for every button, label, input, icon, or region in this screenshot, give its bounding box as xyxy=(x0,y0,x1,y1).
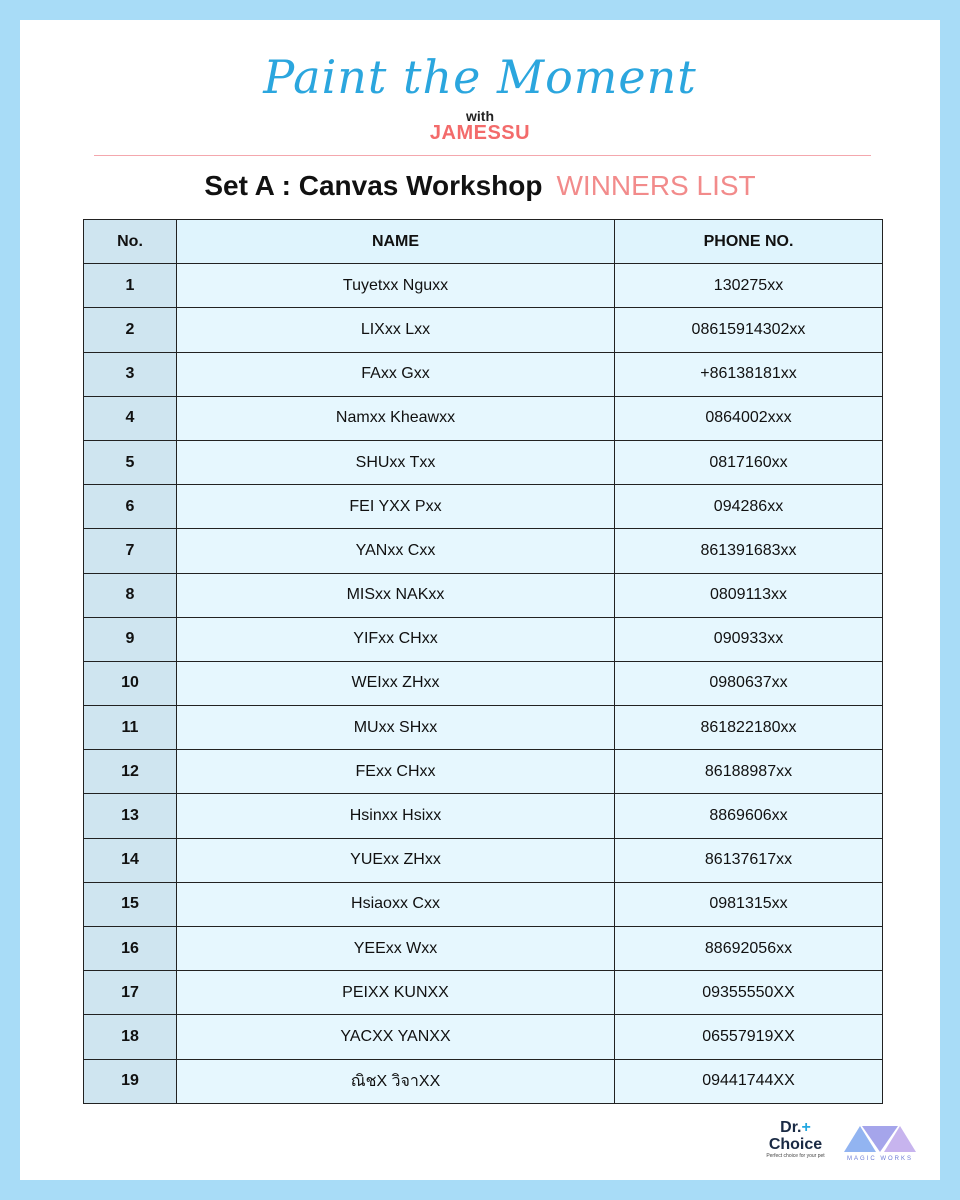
row-number: 6 xyxy=(84,485,177,529)
table-row xyxy=(84,706,883,750)
winners-label: WINNERS LIST xyxy=(556,170,756,201)
table-row xyxy=(84,308,883,352)
winner-name: Hsinxx Hsixx xyxy=(177,794,615,838)
row-number: 9 xyxy=(84,617,177,661)
winner-name: FEI YXX Pxx xyxy=(177,485,615,529)
phone-number: 8869606xx xyxy=(615,794,883,838)
drchoice-tagline: Perfect choice for your pet xyxy=(766,1153,825,1159)
table-row xyxy=(84,750,883,794)
row-number: 3 xyxy=(84,352,177,396)
with-label: with xyxy=(466,108,494,124)
page-title xyxy=(20,170,940,202)
table-body xyxy=(84,264,883,1104)
phone-number: 130275xx xyxy=(615,264,883,308)
winner-name: MISxx NAKxx xyxy=(177,573,615,617)
magic-works-text: MAGIC WORKS xyxy=(846,1156,913,1162)
winner-name: Hsiaoxx Cxx xyxy=(177,882,615,926)
phone-number: 88692056xx xyxy=(615,927,883,971)
row-number: 12 xyxy=(84,750,177,794)
drchoice-name-text: Choice xyxy=(768,1136,823,1153)
row-number: 16 xyxy=(84,927,177,971)
row-number: 18 xyxy=(84,1015,177,1059)
phone-number: 861391683xx xyxy=(615,529,883,573)
table-row xyxy=(84,485,883,529)
phone-number: 0817160xx xyxy=(615,440,883,484)
table-row xyxy=(84,264,883,308)
phone-number: 06557919XX xyxy=(615,1015,883,1059)
table-row xyxy=(84,794,883,838)
phone-number: +86138181xx xyxy=(615,352,883,396)
table-row xyxy=(84,971,883,1015)
column-header-no: No. xyxy=(84,220,177,264)
winner-name: FAxx Gxx xyxy=(177,352,615,396)
row-number: 8 xyxy=(84,573,177,617)
winner-name: FExx CHxx xyxy=(177,750,615,794)
phone-number: 0980637xx xyxy=(615,661,883,705)
row-number: 19 xyxy=(84,1059,177,1103)
header-divider xyxy=(94,155,871,156)
winner-name: YUExx ZHxx xyxy=(177,838,615,882)
row-number: 11 xyxy=(84,706,177,750)
phone-number: 86137617xx xyxy=(615,838,883,882)
table-row xyxy=(84,927,883,971)
phone-number: 0809113xx xyxy=(615,573,883,617)
column-header-name: NAME xyxy=(177,220,615,264)
magic-works-mark-icon xyxy=(840,1122,920,1156)
table-row xyxy=(84,1059,883,1103)
winner-name: PEIXX KUNXX xyxy=(177,971,615,1015)
row-number: 13 xyxy=(84,794,177,838)
row-number: 10 xyxy=(84,661,177,705)
table-row xyxy=(84,352,883,396)
winner-name: LIXxx Lxx xyxy=(177,308,615,352)
row-number: 2 xyxy=(84,308,177,352)
row-number: 1 xyxy=(84,264,177,308)
winner-name: YIFxx CHxx xyxy=(177,617,615,661)
phone-number: 08615914302xx xyxy=(615,308,883,352)
table-row xyxy=(84,440,883,484)
brand-name: JAMESSU xyxy=(429,122,531,144)
winner-name: YEExx Wxx xyxy=(177,927,615,971)
row-number: 5 xyxy=(84,440,177,484)
phone-number: 094286xx xyxy=(615,485,883,529)
winner-name: SHUxx Txx xyxy=(177,440,615,484)
plus-icon: + xyxy=(801,1119,811,1136)
table-row xyxy=(84,529,883,573)
table-row xyxy=(84,1015,883,1059)
drchoice-logo xyxy=(758,1120,833,1159)
phone-number: 0864002xxx xyxy=(615,396,883,440)
table-row xyxy=(84,838,883,882)
winner-name: WEIxx ZHxx xyxy=(177,661,615,705)
set-title: Set A : Canvas Workshop xyxy=(204,170,543,201)
winners-table xyxy=(83,219,883,1104)
winner-name: Tuyetxx Nguxx xyxy=(177,264,615,308)
winner-name: YACXX YANXX xyxy=(177,1015,615,1059)
row-number: 4 xyxy=(84,396,177,440)
winner-name: ณิชX วิจาXX xyxy=(177,1059,615,1103)
winner-name: YANxx Cxx xyxy=(177,529,615,573)
winners-card xyxy=(20,20,940,1180)
column-header-phone: PHONE NO. xyxy=(615,220,883,264)
row-number: 14 xyxy=(84,838,177,882)
script-title: Paint the Moment xyxy=(263,50,697,104)
phone-number: 09355550XX xyxy=(615,971,883,1015)
phone-number: 86188987xx xyxy=(615,750,883,794)
table-header-row xyxy=(84,220,883,264)
table-row xyxy=(84,617,883,661)
sponsor-logos xyxy=(758,1120,928,1170)
row-number: 15 xyxy=(84,882,177,926)
row-number: 17 xyxy=(84,971,177,1015)
phone-number: 09441744XX xyxy=(615,1059,883,1103)
phone-number: 090933xx xyxy=(615,617,883,661)
table-row xyxy=(84,882,883,926)
phone-number: 861822180xx xyxy=(615,706,883,750)
table-row xyxy=(84,396,883,440)
winner-name: Namxx Kheawxx xyxy=(177,396,615,440)
row-number: 7 xyxy=(84,529,177,573)
table-row xyxy=(84,573,883,617)
winner-name: MUxx SHxx xyxy=(177,706,615,750)
table-row xyxy=(84,661,883,705)
drchoice-dr-text: Dr. xyxy=(780,1119,802,1136)
magic-works-logo xyxy=(840,1122,920,1166)
phone-number: 0981315xx xyxy=(615,882,883,926)
